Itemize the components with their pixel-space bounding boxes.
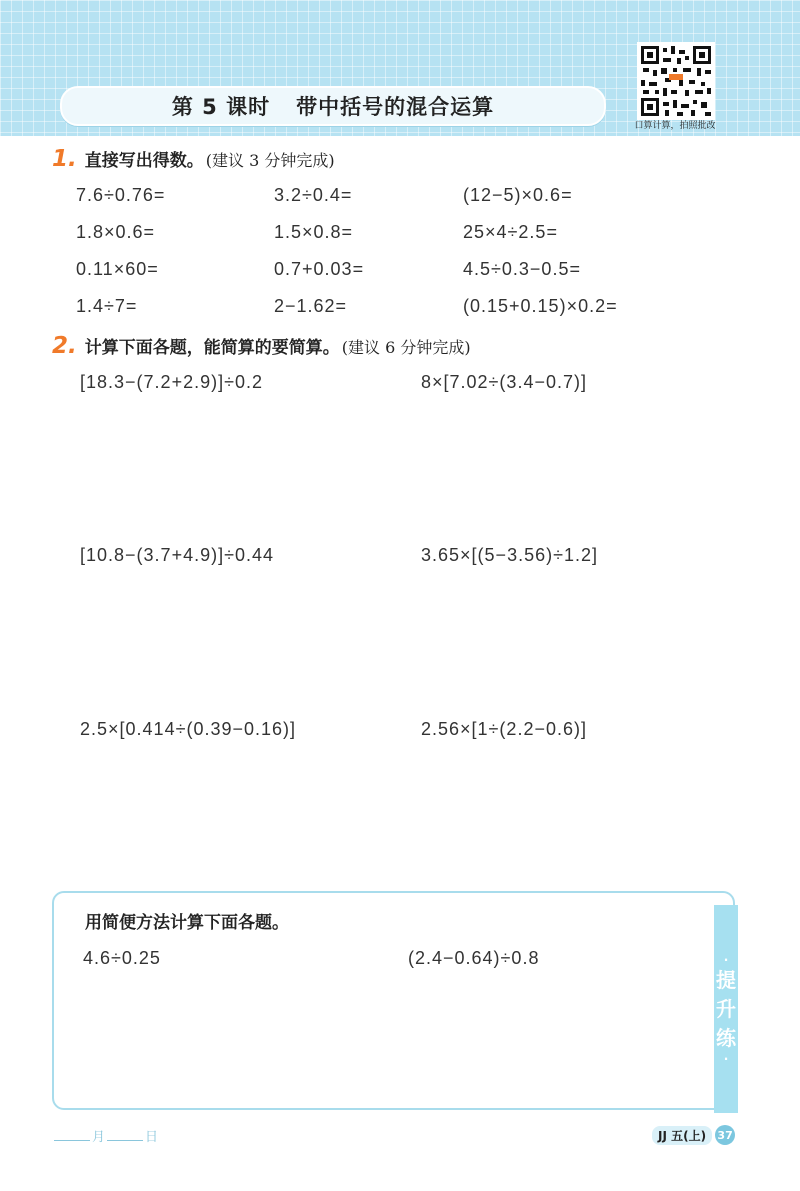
oral-problem: 1.4÷7= (76, 296, 138, 316)
oral-problem: 25×4÷2.5= (463, 222, 558, 242)
section1-number: 1. (52, 146, 77, 172)
lesson-topic: 带中括号的混合运算 (296, 95, 495, 119)
footer-code (652, 1125, 735, 1145)
oral-problem: 0.7+0.03= (274, 259, 365, 279)
lesson-number: 第 5 课时 (171, 95, 271, 119)
calc-problem: [10.8−(3.7+4.9)]÷0.44 (80, 545, 275, 565)
oral-problem: 7.6÷0.76= (76, 185, 166, 205)
tab-char: 练 (716, 1025, 736, 1050)
tab-char: 升 (716, 996, 736, 1021)
extension-title: 用简便方法计算下面各题。 (85, 913, 289, 933)
section2-hint: (建议 6 分钟完成) (341, 338, 471, 357)
qr-code-icon[interactable] (637, 42, 715, 120)
calc-problem: 3.65×[(5−3.56)÷1.2] (421, 545, 598, 565)
calc-problem: 8×[7.02÷(3.4−0.7)] (421, 372, 587, 392)
section2-title: 计算下面各题，能简算的要简算。 (84, 338, 340, 358)
oral-problem: (0.15+0.15)×0.2= (463, 296, 618, 316)
qr-caption: 口算计算，拍照批改 (634, 121, 716, 131)
extension-side-tab: · 提 升 练 · (714, 905, 738, 1113)
calc-problem: 2.5×[0.414÷(0.39−0.16)] (80, 719, 297, 739)
oral-problem: 1.8×0.6= (76, 222, 156, 242)
extension-problem: 4.6÷0.25 (83, 948, 161, 968)
page-number: 37 (715, 1125, 735, 1145)
oral-problem: 0.11×60= (76, 259, 159, 279)
calc-problem: [18.3−(7.2+2.9)]÷0.2 (80, 372, 263, 392)
oral-problem: (12−5)×0.6= (463, 185, 573, 205)
section1-heading (52, 146, 335, 172)
date-field[interactable] (52, 1126, 158, 1145)
oral-problem: 1.5×0.8= (274, 222, 354, 242)
extension-problem: (2.4−0.64)÷0.8 (408, 948, 540, 968)
tab-char: 提 (716, 967, 736, 992)
month-label: 月 (92, 1130, 106, 1145)
oral-problem: 2−1.62= (274, 296, 348, 316)
section1-title: 直接写出得数。 (84, 151, 204, 171)
day-label: 日 (145, 1130, 159, 1145)
section1-hint: (建议 3 分钟完成) (205, 151, 335, 170)
section2-number: 2. (52, 333, 77, 359)
calc-problem: 2.56×[1÷(2.2−0.6)] (421, 719, 587, 739)
oral-problem: 4.5÷0.3−0.5= (463, 259, 581, 279)
section2-heading (52, 333, 471, 359)
oral-problem: 3.2÷0.4= (274, 185, 353, 205)
edition-code: JJ 五(上) (652, 1126, 712, 1145)
lesson-title (60, 86, 606, 126)
